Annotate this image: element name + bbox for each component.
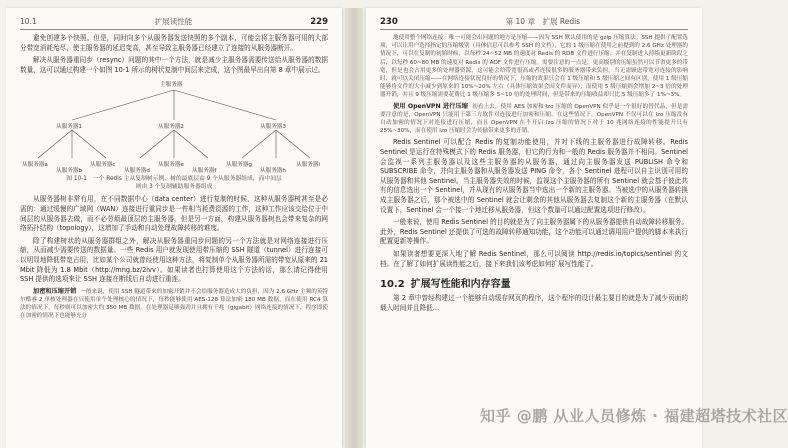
paragraph: Redis Sentinel 可以配合 Redis 的复制功能使用，并对下线的主服务器进行故障转移。Redis Sentinel 是运行在特殊模式下的 Redis 服务器，但它的行为和一般的 Redis 服务器并不相同。Sentinel 会监视一系列主服务器以及这些主服务器的从服务器，通过向主服务器发送 PUBLISH 命令和 SUBSCRIBE 命令，并向主服务器和从服务器发送 PING 命令，各个 Sentinel 进程可以自主识别可用的从服务器和其他 Sentinel。当主服务器失效的时候，监视这个主服务器的所有 Sentinel 就会基于彼此共有的信息选出一个 Sentinel，并从现有的从服务器当中选出一个新的主服务器。当被选中的从服务器转换成主服务器之后，那个被选中的 Sentinel 就会让剩余的其他从服务器去复制这个新的主服务器（在默认设置下，Sentinel 会一个接一个地迁移从服务器，但这个数量可以通过配置选项进行修改）。 <box>380 138 688 214</box>
note-text: 一般来说，使用 SSH 隧道带来的加密开销并不会给服务器造成大的负担，因为 2.6 GHz 主频的英特尔酷睿 2 单核处理器在只使用单个处理核心的情况下，每秒能够使用 AES-128 算法加密 180 MB 数据，而在使用 RC4 算法的情况下，每秒则可以加密大约 350 MB 数据。在处理器足够强劲并且拥有千兆（gigabit）网络连接的情况下，程序即使在加密的情况下也能够充分 <box>20 288 329 320</box>
section-number: 10.2 <box>380 279 405 291</box>
left-page <box>6 8 342 448</box>
right-chapter-number: 第 10 章 <box>505 17 535 26</box>
right-chapter-title <box>398 16 688 27</box>
section-title: 扩展写性能和内存容量 <box>410 279 511 291</box>
tree-node-leaf: 从服务器f <box>192 168 217 175</box>
openvpn-title: 使用 OpenVPN 进行压缩 <box>393 102 469 110</box>
tree-node-mid: 从服务器2 <box>158 124 184 131</box>
watermark-text: 知乎 @鹏 从业人员修炼 · 福建超塔技术社区 <box>480 407 788 425</box>
tree-node-mid: 从服务器3 <box>260 124 286 131</box>
figure-caption <box>20 175 328 191</box>
paragraph: 地使用整个网络连接。唯一可能会出问题的地方是压缩——因为 SSH 默认使用的是 gzip 压缩算法。SSH 提供了配置选项，可以让用户选择指定的压缩级别（具体信息可以参考 SSH 的文档），它的 1 级压缩在使用之前提到的 2.6 GHz 处理器的情况下，可以在复制的初始时候，以每秒 24~52 MB 的速度对 Redis 的 RDB 文件进行压缩；并在复制进入持续更新阶段之后，以每秒 60~80 MB 的速度对 Redis 的 AOF 文件进行压缩。需要注意的一点是，更高级别的压缩虽然可以节省更多的带宽，但是也会占用更多的处理器资源，这可能会给带宽很高或者连接很多的服务器带来负担。当无需顾虑带宽对连接的影响时，就可以关闭压缩——在网络连接状况良好的情况下，压缩的效果只会在 1 级压缩和 5 级压缩之间有区别，使用 1 级压缩能够将文件的大小减少到原来的 10%~20% 左右（具体压缩效果会因文件而异）；而使用 5 级压缩则会增加 2~3 倍的处理器开销，并且 9 级压缩需要花费比 1 级压缩多 5~10 倍的处理时间，但是带来的压缩收益却只比 5 级压缩多了 1%~3%。 <box>380 35 688 99</box>
paragraph: 除了构建树状的从服务器群组之外，解决从服务器重同步问题的另一个方法就是对网络连接进行压缩，从而减少需要传送的数据量。一些 Redis 用户就发现使用带压缩的 SSH 隧道（tunnel）进行连接可以明显地降低带宽占用，比如某个公司就曾经使用这种方法，将复制单个从服务器所需的带宽从原来的 21 Mbit 降低为 1.8 Mbit（http://mng.bz/2ivv）。如果读者也打算使用这个方法的话，那么请记得使用 SSH 提供的选项来让 SSH 连接在断线后自动进行重连。 <box>20 236 328 284</box>
right-page-header <box>380 16 688 30</box>
left-page-header <box>20 16 328 30</box>
paragraph: 如果读者想要更深入地了解 Redis Sentinel，那么可以阅读 http://redis.io/topics/sentinel 的文档。在了解了如何扩展读性能之后，接下来我们该考虑如何扩展写性能了。 <box>380 249 688 268</box>
paragraph: 一般来说，使用 Redis Sentinel 的目的就是为了向主服务器属下的从服务器提供自动故障转移服务。此外，Redis Sentinel 还提供了可选的故障转移通知功能，这个功能可以通过调用用户提供的脚本来执行配置更新等操作。 <box>380 218 688 246</box>
tree-node-leaf: 从服务器c <box>90 162 116 169</box>
left-section-title: 扩展读性能 <box>154 17 193 26</box>
paragraph: 从服务器树非常有用，在不同数据中心（data center）进行复制的时候，这种从服务器树甚至是必需的：通过缓慢的广域网（WAN）连接进行重同步是一件相当耗费资源的工作，这种工作应该交给位于中间层的从服务器去做，而不必劳烦最顶层的主服务器，但是另一方面，构建从服务器树也会带来复杂的网络拓扑结构（topology），这增加了手动和自动处理故障转移的难度。 <box>20 195 328 233</box>
left-page-number: 229 <box>310 16 328 27</box>
tree-node-leaf: 从服务器a <box>22 162 48 169</box>
paragraph: 解决从服务器重同步（resync）问题的其中一个方法，就是减少主服务器需要传送给从服务器的数据数量，这可以通过构建一个如图 10-1 所示的树状复制中间层来完成，这个图最早出自第 8 章中展示过。 <box>20 56 328 74</box>
tree-node-root: 主服务器 <box>160 82 183 89</box>
right-page-number: 230 <box>380 16 398 27</box>
caption-line: 图 10-1 一个 Redis 主从复制树示例，树的最底层由 9 个从服务器组成，而中间层 <box>66 176 282 183</box>
tree-node-leaf: 从服务器e <box>158 162 184 169</box>
replication-tree-figure <box>20 78 328 174</box>
tree-node-leaf: 从服务器i <box>296 162 320 169</box>
note-block <box>20 288 328 321</box>
tree-node-leaf: 从服务器d <box>124 168 150 175</box>
book-gutter <box>345 8 363 448</box>
right-page <box>366 8 702 448</box>
right-chapter-name: 扩展 Redis <box>542 17 581 26</box>
paragraph: 第 2 章中曾经构建过一个能够自动缓存网页的程序，这个程序的设计最主要目的就是为了减少页面的载入时间并且降低... <box>380 294 688 312</box>
note-title: 加密和压缩开销 <box>33 287 77 295</box>
openvpn-text: 初看上去，使用 AES 加密和 lzo 压缩的 OpenVPN 似乎是一个很好的替代品，但是需要注意的是，OpenVPN 只能用于第三方软件对连接进行加密和压缩。在这些情况下，OpenVPN 不仅可以在 lzo 压缩没有自动加密的情况下对连接进行压缩，而且 OpenVPN 在不开启 lzo 压缩的情况下对于 10 兆网络连接的性能提升只有 25%~30%，而在使用 lzo 压缩时会为传输带来更多的开销。 <box>380 103 688 135</box>
note-continuation <box>380 34 688 135</box>
tree-node-leaf: 从服务器g <box>226 162 252 169</box>
tree-node-leaf: 从服务器b <box>56 168 82 175</box>
left-section-number: 10.1 <box>20 17 37 26</box>
tree-node-leaf: 从服务器h <box>260 168 286 175</box>
paragraph: 避免创建多个快照。但是，同时向多个从服务器发送快照的多个副本，可能会将主服务器可用的大部分带宽消耗殆尽，使主服务器的延迟变高，甚至导致主服务器已经建立了连接的从服务器断开。 <box>20 34 328 52</box>
tree-node-mid: 从服务器1 <box>56 124 82 131</box>
caption-line: 则由 3 个复制辅助服务器组成 <box>135 184 213 191</box>
section-heading <box>380 275 688 290</box>
